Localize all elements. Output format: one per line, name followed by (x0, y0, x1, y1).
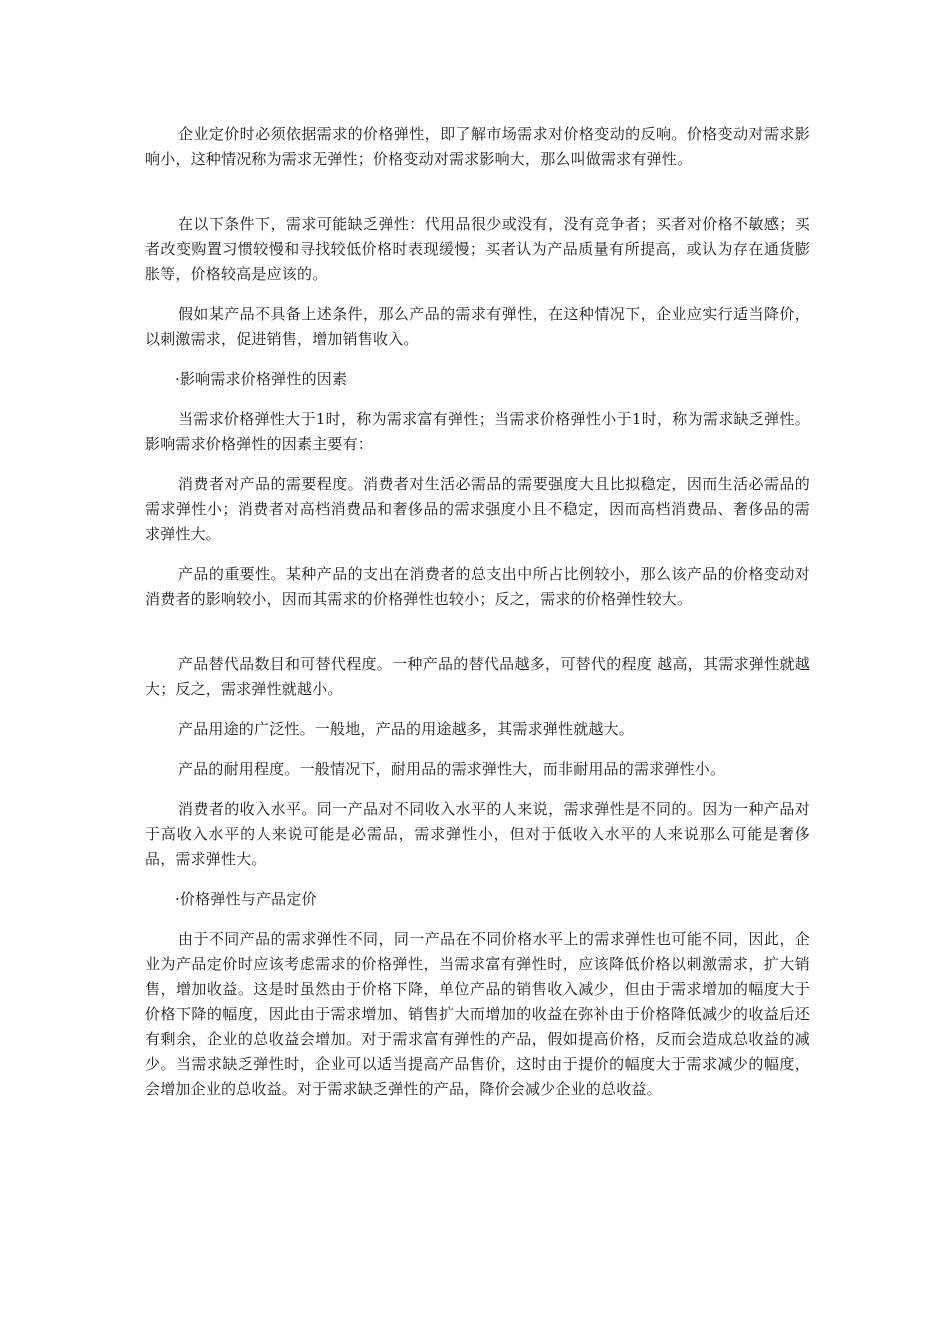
paragraph-10: 消费者的收入水平。同一产品对不同收入水平的人来说，需求弹性是不同的。因为一种产品对于高收入水平的人来说可能是必需品，需求弹性小，但对于低收入水平的人来说那么可能是奢侈品，需求弹性大。 (145, 800, 810, 868)
paragraph-5: 消费者对产品的需要程度。消费者对生活必需品的需要强度大且比拟稳定，因而生活必需品的需求弹性小；消费者对高档消费品和奢侈品的需求强度小且不稳定，因而高档消费品、奢侈品的需求弹性大。 (145, 475, 810, 543)
paragraph-3: 假如某产品不具备上述条件，那么产品的需求有弹性，在这种情况下，企业应实行适当降价，以刺激需求，促进销售，增加销售收入。 (145, 305, 810, 348)
paragraph-4: 当需求价格弹性大于1时，称为需求富有弹性；当需求价格弹性小于1时，称为需求缺乏弹性。影响需求价格弹性的因素主要有： (145, 410, 810, 453)
section-heading-factors: ·影响需求价格弹性的因素 (175, 370, 348, 388)
paragraph-11: 由于不同产品的需求弹性不同，同一产品在不同价格水平上的需求弹性也可能不同，因此，企业为产品定价时应该考虑需求的价格弹性，当需求富有弹性时，应该降低价格以刺激需求，扩大销售，增加收益。这是时虽然由于价格下降，单位产品的销售收入减少，但由于需求增加的幅度大于价格下降的幅度，因此由于需求增加、销售扩大而增加的收益在弥补由于价格降低减少的收益后还有剩余，企业的总收益会增加。对于需求富有弹性的产品，假如提高价格，反而会造成总收益的减少。当需求缺乏弹性时，企业可以适当提高产品售价，这时由于提价的幅度大于需求减少的幅度，会增加企业的总收益。对于需求缺乏弹性的产品，降价会减少企业的总收益。 (145, 930, 810, 1098)
paragraph-6: 产品的重要性。某种产品的支出在消费者的总支出中所占比例较小，那么该产品的价格变动对消费者的影响较小，因而其需求的价格弹性也较小；反之，需求的价格弹性较大。 (145, 565, 810, 608)
paragraph-8: 产品用途的广泛性。一般地，产品的用途越多，其需求弹性就越大。 (178, 720, 635, 738)
paragraph-2: 在以下条件下，需求可能缺乏弹性：代用品很少或没有，没有竞争者；买者对价格不敏感；买者改变购置习惯较慢和寻找较低价格时表现缓慢；买者认为产品质量有所提高，或认为存在通货膨胀等，价格较高是应该的。 (145, 215, 810, 283)
section-heading-pricing: ·价格弹性与产品定价 (175, 890, 317, 908)
paragraph-9: 产品的耐用程度。一般情况下，耐用品的需求弹性大，而非耐用品的需求弹性小。 (178, 760, 726, 778)
document-page (145, 122, 810, 1102)
paragraph-1: 企业定价时必须依据需求的价格弹性，即了解市场需求对价格变动的反响。价格变动对需求影响小，这种情况称为需求无弹性；价格变动对需求影响大，那么叫做需求有弹性。 (145, 125, 810, 168)
paragraph-7: 产品替代品数目和可替代程度。一种产品的替代品越多，可替代的程度 越高，其需求弹性就越大；反之，需求弹性就越小。 (145, 655, 810, 698)
